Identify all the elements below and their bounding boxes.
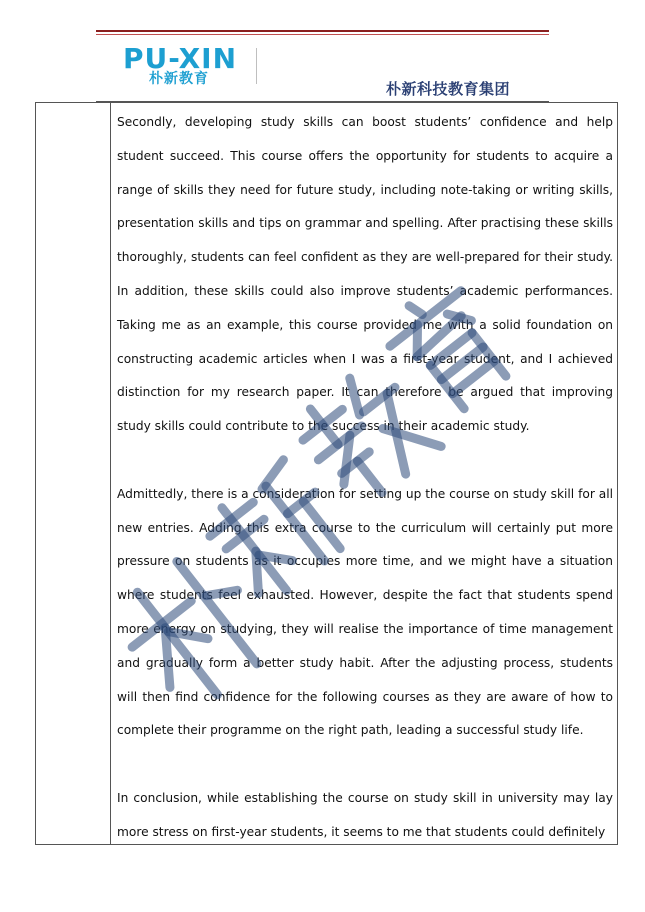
logo-wordmark: PU-XIN [123,42,238,75]
table-left-column [36,103,111,844]
logo-divider [256,48,257,84]
content-table [35,102,618,845]
company-name: 朴新科技教育集团 [386,80,511,98]
header-rule-top [96,30,549,32]
header-rule-thin [96,34,549,35]
paragraph-admittedly: Admittedly, there is a consideration for setting up the course on study skill for all new entries. Adding this extra course to the curriculum will certainly put more pressure on students as it occupies more time, and we might have a situation where students feel exhausted. However, despite the fact that students spend more energy on studying, they will realise the importance of time management and gradually form a better study habit. After the adjusting process, students will then find confidence for the following courses as they are aware of how to complete their programme on the right path, leading a successful study life. [117,486,613,738]
paragraph-conclusion: In conclusion, while establishing the course on study skill in university may lay more stress on first-year students, it seems to me that students could definitely [117,790,613,839]
essay-text [117,106,613,850]
paragraph-study-skills: Secondly, developing study skills can boost students’ confidence and help student succeed. This course offers the opportunity for students to acquire a range of skills they need for future study, including note-taking or writing skills, presentation skills and tips on grammar and spelling. After practising these skills thoroughly, students can feel confident as they are well-prepared for their study. In addition, these skills could also improve students’ academic performances. Taking me as an example, this course provided me with a solid foundation on constructing academic articles when I was a first-year student, and I achieved distinction for my research paper. It can therefore be argued that improving study skills could contribute to the success in their academic study. [117,115,613,434]
company-logo [123,42,263,89]
logo-chinese-name: 朴新教育 [149,71,209,87]
